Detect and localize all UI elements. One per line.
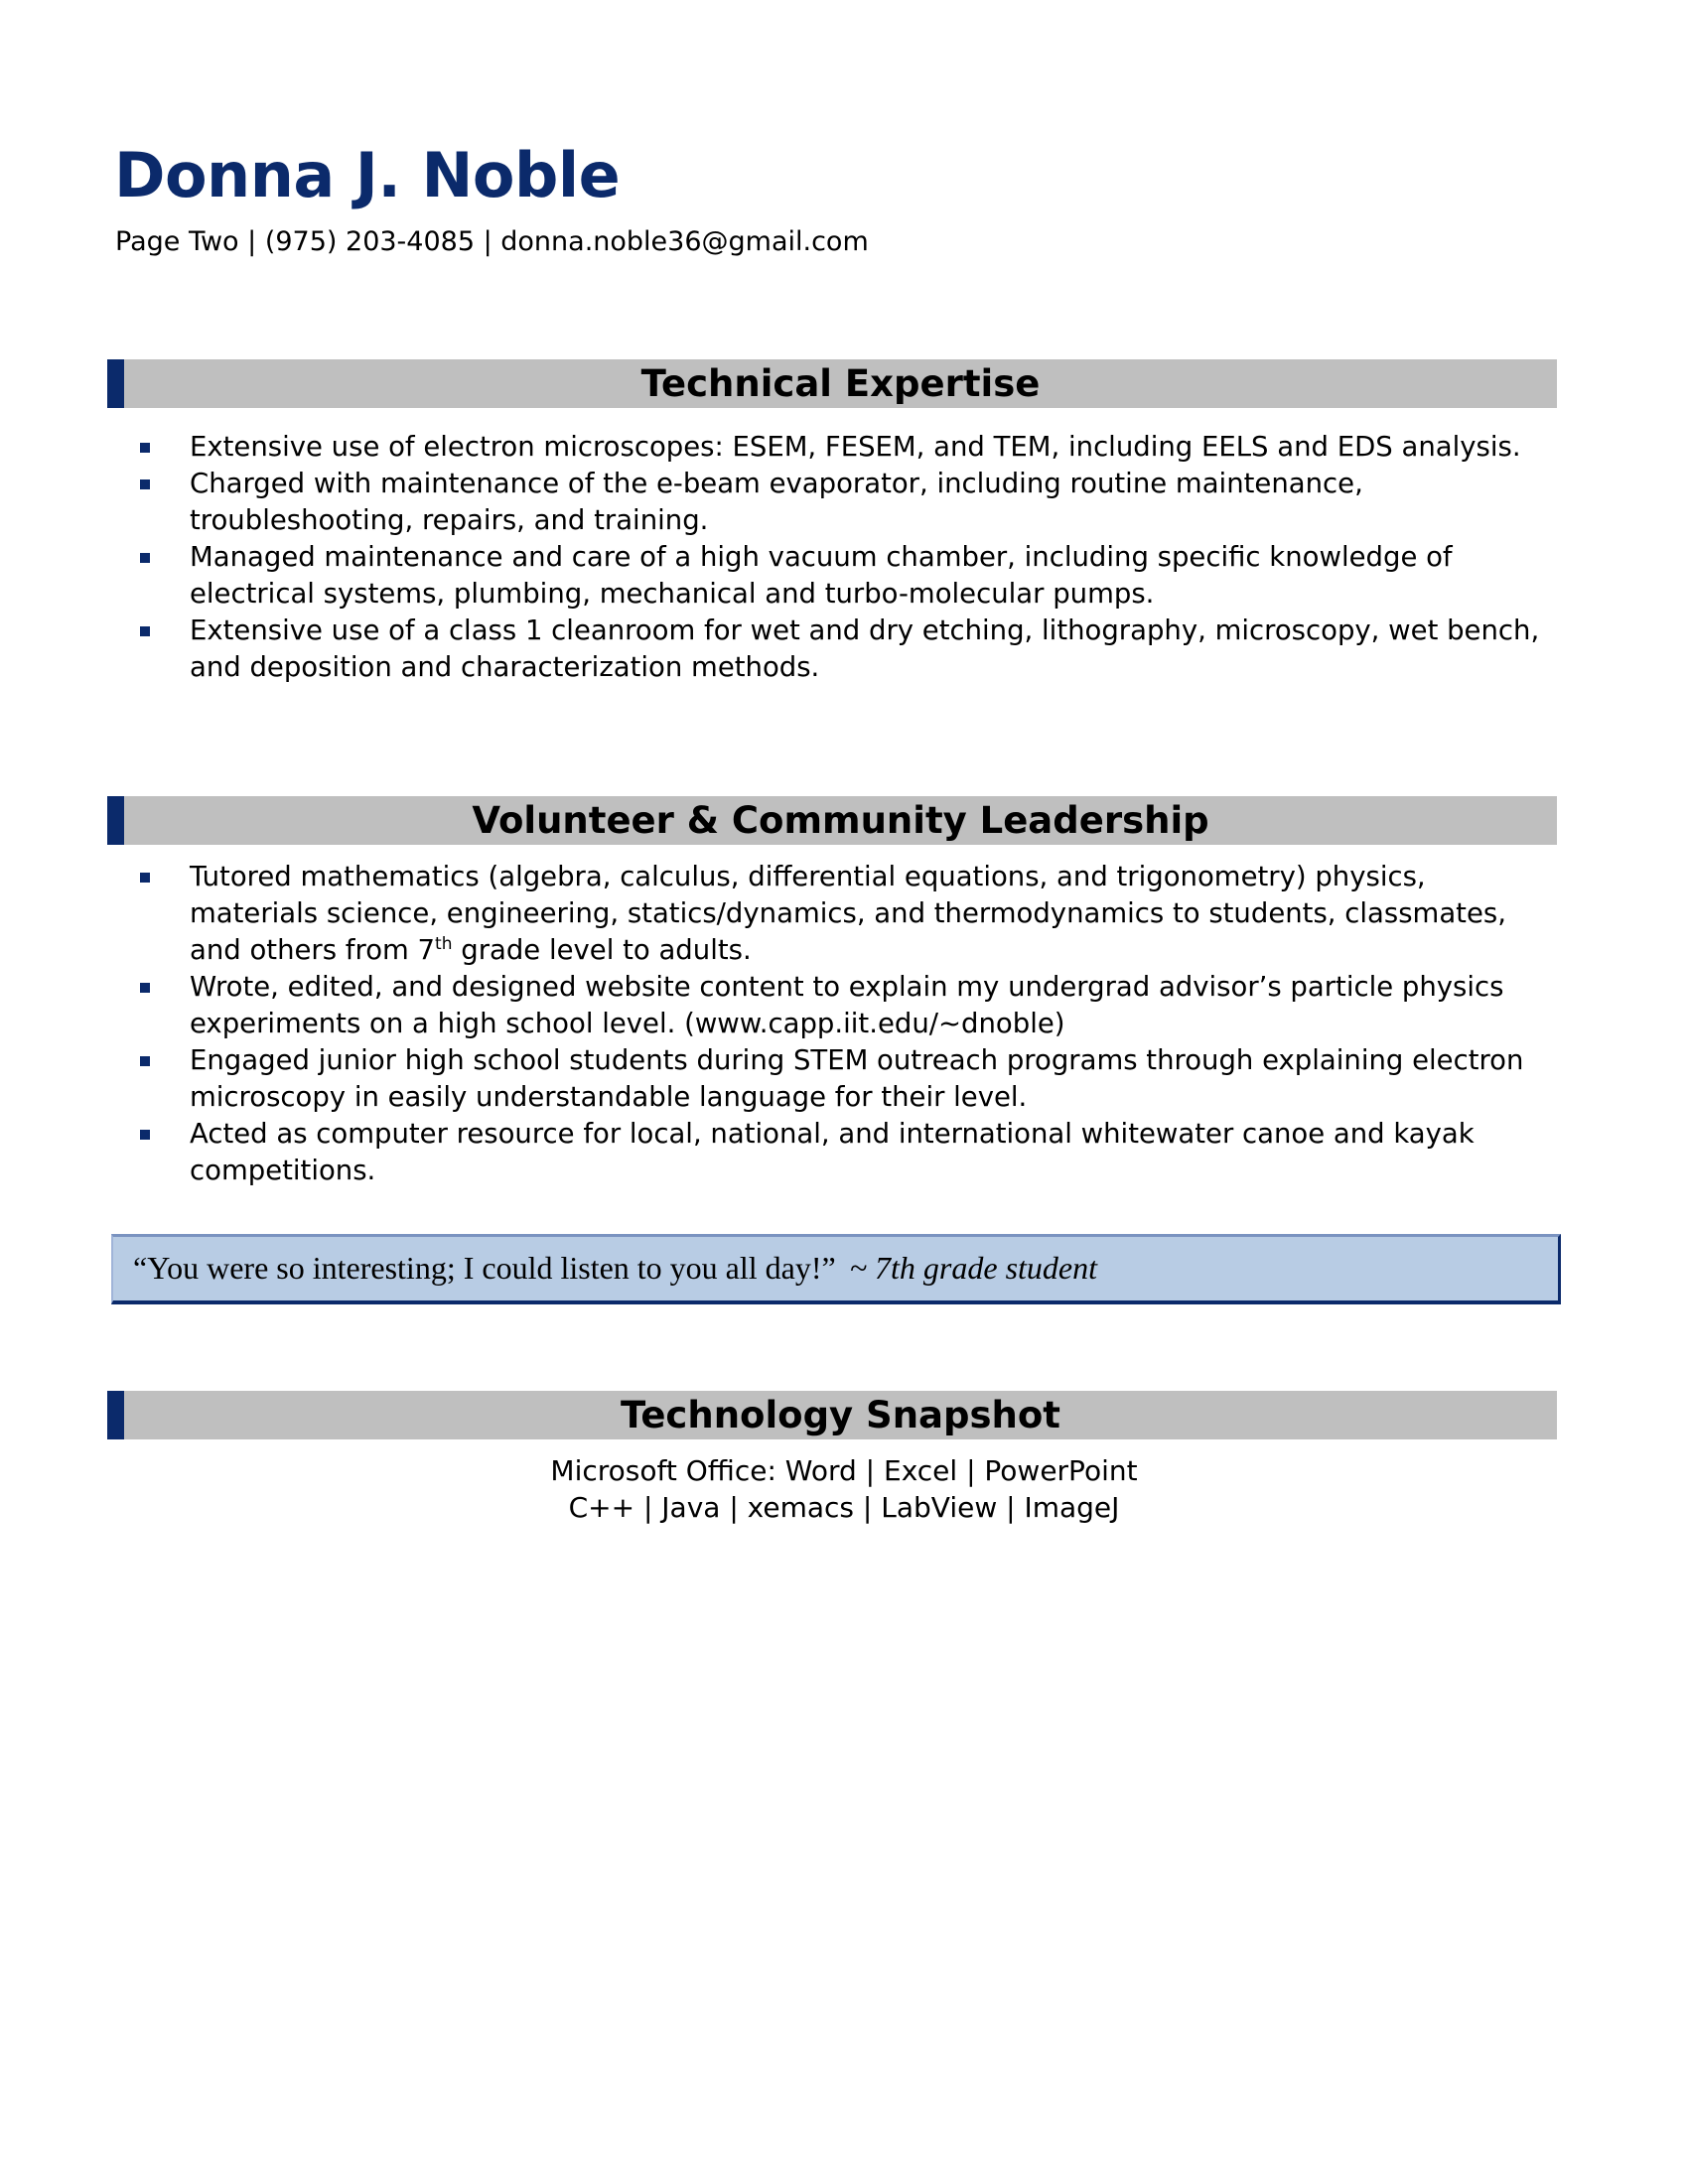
quote-attribution: ~ 7th grade student bbox=[849, 1250, 1098, 1286]
square-bullet-icon bbox=[140, 479, 150, 489]
superscript: th bbox=[435, 933, 453, 954]
list-item bbox=[139, 539, 1559, 613]
technical-expertise-list bbox=[139, 429, 1559, 686]
item-text: Acted as computer resource for local, national, and international whitewater canoe and kayak competitions. bbox=[190, 1118, 1475, 1186]
section-heading-technology: Technology Snapshot bbox=[107, 1391, 1557, 1439]
section-heading-technical-expertise: Technical Expertise bbox=[107, 359, 1557, 408]
square-bullet-icon bbox=[140, 1130, 150, 1140]
list-item bbox=[139, 1042, 1559, 1116]
item-text: Managed maintenance and care of a high vacuum chamber, including specific knowledge of electrical systems, plumbing, mechanical and turbo-molecular pumps. bbox=[190, 541, 1453, 610]
technology-line: C++ | Java | xemacs | LabView | ImageJ bbox=[568, 1491, 1120, 1524]
list-item bbox=[139, 466, 1559, 539]
square-bullet-icon bbox=[140, 873, 150, 883]
item-text: Extensive use of electron microscopes: ESEM, FESEM, and TEM, including EELS and EDS analysis. bbox=[190, 431, 1521, 463]
list-item bbox=[139, 613, 1559, 686]
item-text: Wrote, edited, and designed website content to explain my undergrad advisor’s particle physics experiments on a high school level. (www.capp.iit.edu/~dnoble) bbox=[190, 971, 1504, 1039]
item-text: grade level to adults. bbox=[452, 934, 752, 966]
section-heading-volunteer: Volunteer & Community Leadership bbox=[107, 796, 1557, 845]
technology-line: Microsoft Office: Word | Excel | PowerPoint bbox=[550, 1454, 1138, 1487]
list-item bbox=[139, 429, 1559, 466]
square-bullet-icon bbox=[140, 1056, 150, 1066]
volunteer-list bbox=[139, 859, 1559, 1189]
item-text: Tutored mathematics (algebra, calculus, differential equations, and trigonometry) physics, materials science, engineering, statics/dynamics, and thermodynamics to students, classmates, and others from 7 bbox=[190, 861, 1506, 966]
item-text: Charged with maintenance of the e-beam evaporator, including routine maintenance, troubleshooting, repairs, and training. bbox=[190, 468, 1363, 536]
item-text: Engaged junior high school students during STEM outreach programs through explaining electron microscopy in easily understandable language for their level. bbox=[190, 1044, 1524, 1113]
square-bullet-icon bbox=[140, 443, 150, 453]
list-item bbox=[139, 859, 1559, 969]
quote-text: “You were so interesting; I could listen to you all day!” bbox=[133, 1250, 836, 1286]
list-item bbox=[139, 969, 1559, 1042]
contact-line: Page Two | (975) 203-4085 | donna.noble36@gmail.com bbox=[115, 226, 869, 257]
candidate-name: Donna J. Noble bbox=[114, 139, 621, 211]
item-text: Extensive use of a class 1 cleanroom for wet and dry etching, lithography, microscopy, wet bench, and deposition and characterization methods. bbox=[190, 614, 1540, 683]
square-bullet-icon bbox=[140, 553, 150, 563]
square-bullet-icon bbox=[140, 983, 150, 993]
square-bullet-icon bbox=[140, 626, 150, 636]
list-item bbox=[139, 1116, 1559, 1189]
testimonial-quote-box bbox=[111, 1234, 1561, 1304]
